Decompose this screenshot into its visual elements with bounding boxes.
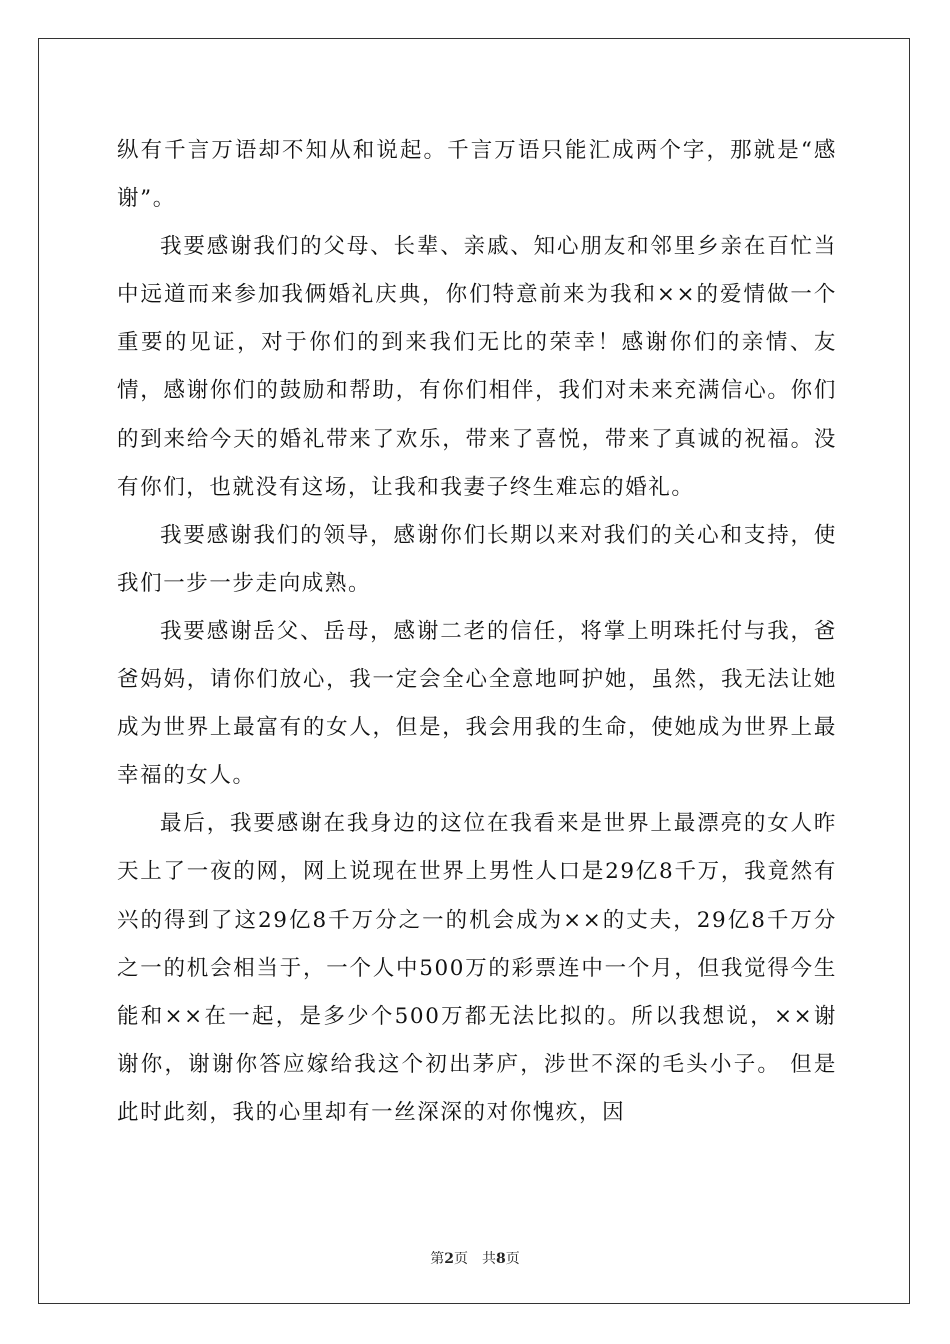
total-pages: 8: [496, 1251, 506, 1267]
total-prefix: 共: [482, 1251, 496, 1267]
paragraph-2: 我要感谢我们的父母、长辈、亲戚、知心朋友和邻里乡亲在百忙当中远道而来参加我俩婚礼庆典，你们特意前来为我和××的爱情做一个重要的见证，对于你们的到来我们无比的荣幸！感谢你们的亲情、友情，感谢你们的鼓励和帮助，有你们相伴，我们对未来充满信心。你们的到来给今天的婚礼带来了欢乐，带来了喜悦，带来了真诚的祝福。没有你们，也就没有这场，让我和我妻子终生难忘的婚礼。: [117, 234, 837, 500]
paragraph-1: 纵有千言万语却不知从和说起。千言万语只能汇成两个字，那就是“感谢”。: [117, 138, 837, 212]
total-suffix: 页: [505, 1251, 520, 1267]
paragraph-3: 我要感谢我们的领导，感谢你们长期以来对我们的关心和支持，使我们一步一步走向成熟。: [117, 522, 837, 596]
page-number: 2: [444, 1251, 454, 1267]
document-body: [117, 127, 837, 1137]
paragraph-5: 最后，我要感谢在我身边的这位在我看来是世界上最漂亮的女人昨天上了一夜的网，网上说现在世界上男性人口是29亿8千万，我竟然有兴的得到了这29亿8千万分之一的机会成为××的丈夫，29亿8千万分之一的机会相当于，一个人中500万的彩票连中一个月，但我觉得今生能和××在一起，是多少个500万都无法比拟的。所以我想说，××谢谢你，谢谢你答应嫁给我这个初出茅庐，涉世不深的毛头小子。 但是此时此刻，我的心里却有一丝深深的对你愧疚，因: [117, 811, 837, 1125]
paragraph-4: 我要感谢岳父、岳母，感谢二老的信任，将掌上明珠托付与我，爸爸妈妈，请你们放心，我一定会全心全意地呵护她，虽然，我无法让她成为世界上最富有的女人，但是，我会用我的生命，使她成为世界上最幸福的女人。: [117, 618, 837, 789]
page-prefix: 第: [430, 1251, 445, 1267]
page-suffix: 页: [454, 1251, 468, 1267]
page-footer: [0, 1248, 950, 1268]
